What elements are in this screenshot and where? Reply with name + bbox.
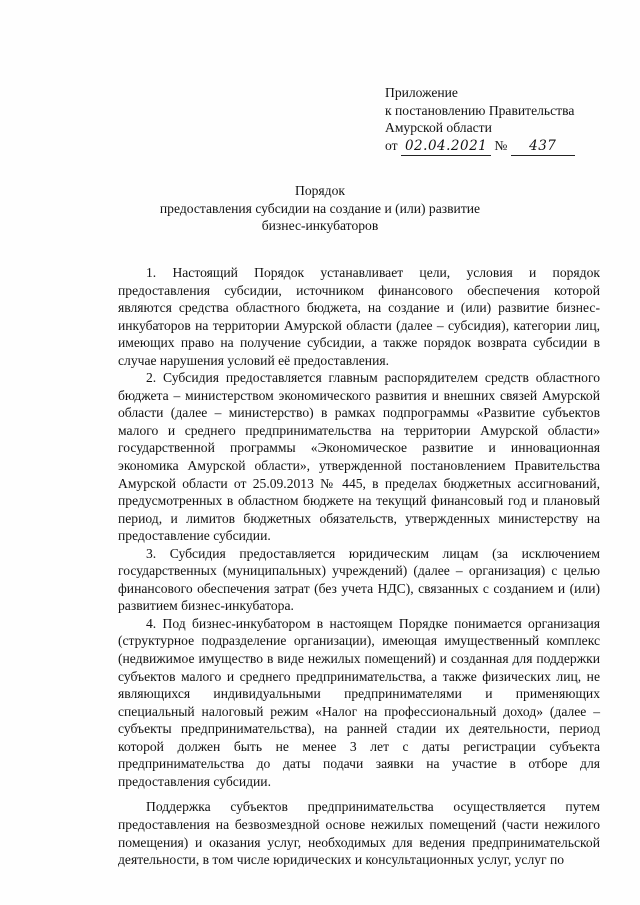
title-line-3: бизнес-инкубаторов bbox=[261, 218, 379, 234]
appendix-from-label: от bbox=[385, 137, 398, 153]
appendix-number-sign: № bbox=[494, 137, 508, 153]
paragraph-4: 4. Под бизнес-инкубатором в настоящем Порядке понимается организация (структурное подразделение организации), имеющая имущественный комплекс (недвижимое имущество в виде нежилых помещений) и созданная для поддержки субъектов малого и среднего предпринимательства, а также физических лиц, не являющихся индивидуальными предпринимателями и применяющих специальный налоговый режим «Налог на профессиональный доход» (далее – субъекты предпринимательства), на ранней стадии их деятельности, период которой должен быть не менее 3 лет с даты регистрации субъекта предпринимательства до даты подачи заявки на участие в отборе для предоставления субсидии. bbox=[118, 615, 600, 789]
title-line-1: Порядок bbox=[295, 183, 345, 198]
appendix-region: Амурской области bbox=[385, 120, 492, 135]
title-line-2: предоставления субсидии на создание и (или) развитие bbox=[159, 200, 481, 216]
paragraph-2: 2. Субсидия предоставляется главным распорядителем средств областного бюджета – министерством экономического развития и внешних связей Амурской области (далее – министерство) в рамках подпрограммы «Развитие субъектов малого и среднего предпринимательства на территории Амурской области» государственной программы «Экономическое развитие и инновационная экономика Амурской области», утвержденной постановлением Правительства Амурской области от 25.09.2013 № 445, в пределах бюджетных ассигнований, предусмотренных в областном бюджете на текущий финансовый год и плановый период, и лимитов бюджетных обязательств, утвержденных министерству на предоставление субсидии. bbox=[118, 370, 600, 544]
paragraph-3: 3. Субсидия предоставляется юридическим лицам (за исключением государственных (муниципальных) учреждений) (далее – организация) с целью финансового обеспечения затрат (без учета НДС), связанных с созданием и (или) развитием бизнес-инкубатора. bbox=[118, 545, 600, 614]
appendix-resolution: к постановлению Правительства bbox=[385, 102, 575, 118]
document-title bbox=[0, 182, 640, 235]
appendix-header bbox=[385, 84, 625, 156]
appendix-date-number bbox=[385, 137, 625, 157]
appendix-date: 02.04.2021 bbox=[401, 138, 491, 157]
document-body bbox=[118, 264, 600, 869]
appendix-number: 437 bbox=[511, 138, 575, 157]
paragraph-1: 1. Настоящий Порядок устанавливает цели, условия и порядок предоставления субсидии, источником финансового обеспечения которой являются средства областного бюджета, на создание и (или) развитие бизнес-инкубаторов на территории Амурской области (далее – субсидия), категории лиц, имеющих право на получение субсидии, а также порядок возврата субсидии в случае нарушения условий её предоставления. bbox=[118, 265, 600, 368]
paragraph-5: Поддержка субъектов предпринимательства осуществляется путем предоставления на безвозмездной основе нежилых помещений (части нежилого помещения) и оказания услуг, необходимых для ведения предпринимательской деятельности, в том числе юридических и консультационных услуг, услуг по bbox=[118, 799, 600, 868]
appendix-title: Приложение bbox=[385, 85, 458, 100]
